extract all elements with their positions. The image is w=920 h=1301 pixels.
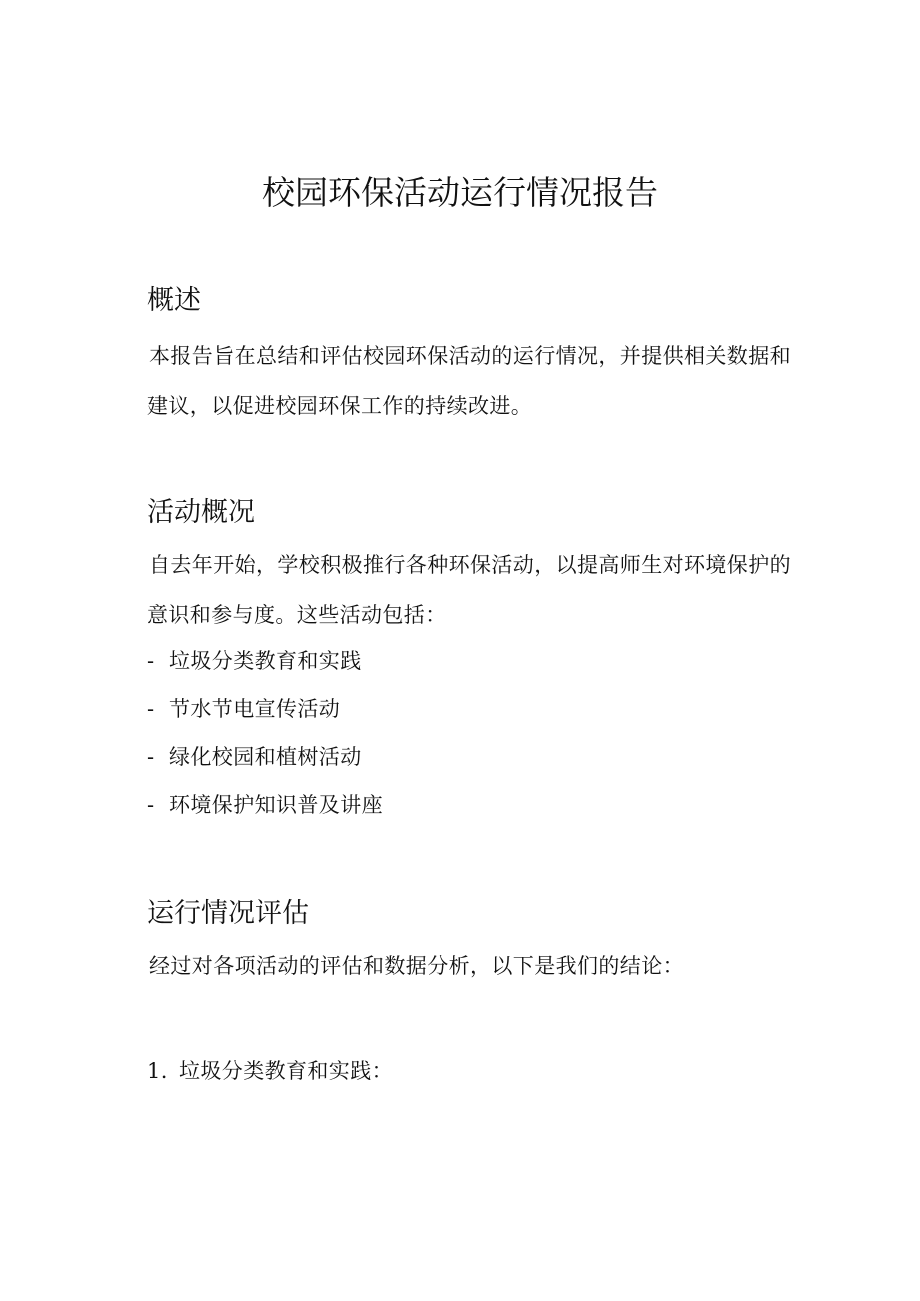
evaluation-paragraph: 经过对各项活动的评估和数据分析，以下是我们的结论： — [149, 954, 684, 978]
section-heading-activities: 活动概况 — [147, 497, 255, 528]
numbered-item-number: 1. — [147, 1059, 168, 1083]
list-bullet: - — [147, 793, 155, 817]
list-item — [147, 645, 362, 677]
list-bullet: - — [147, 697, 155, 721]
activities-paragraph: 自去年开始，学校积极推行各种环保活动，以提高师生对环境保护的意识和参与度。这些活动包括： — [147, 553, 791, 627]
list-item-text: 绿化校园和植树活动 — [169, 745, 362, 769]
section-heading-evaluation: 运行情况评估 — [147, 898, 309, 929]
overview-paragraph: 本报告旨在总结和评估校园环保活动的运行情况，并提供相关数据和建议，以促进校园环保工作的持续改进。 — [147, 344, 791, 418]
list-item-text: 垃圾分类教育和实践 — [169, 649, 362, 673]
document-title: 校园环保活动运行情况报告 — [262, 173, 658, 212]
list-bullet: - — [147, 649, 155, 673]
list-item — [147, 789, 383, 821]
list-item — [147, 693, 340, 725]
list-item — [147, 741, 362, 773]
numbered-item-text: 垃圾分类教育和实践： — [179, 1059, 393, 1083]
numbered-item — [147, 1055, 393, 1087]
section-heading-overview: 概述 — [147, 285, 201, 316]
list-item-text: 节水节电宣传活动 — [169, 697, 341, 721]
list-bullet: - — [147, 745, 155, 769]
list-item-text: 环境保护知识普及讲座 — [169, 793, 383, 817]
